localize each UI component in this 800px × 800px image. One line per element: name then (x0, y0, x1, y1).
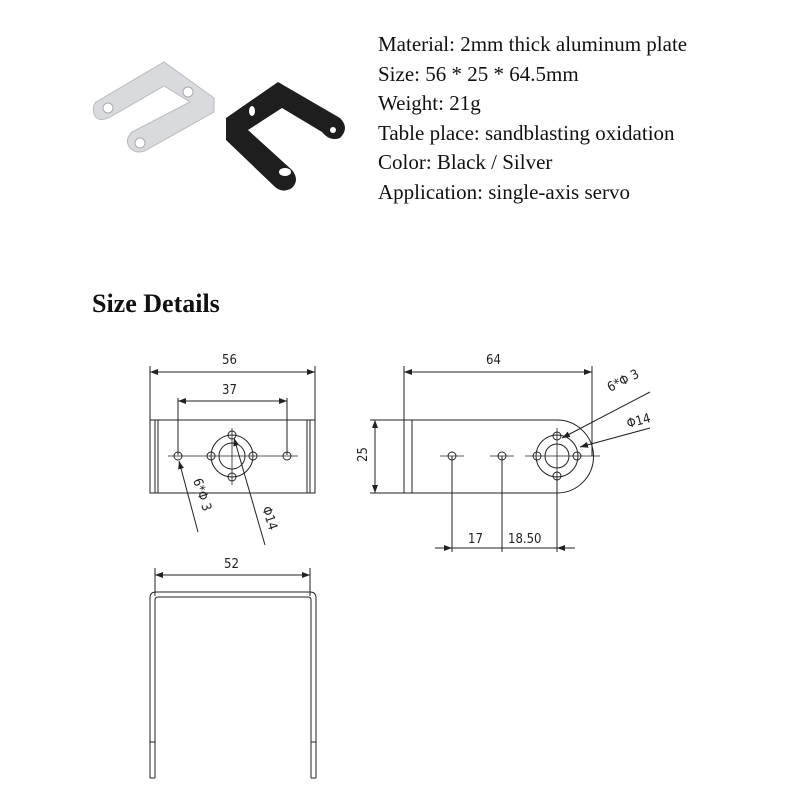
side-spacing-1-label: 17 (468, 532, 483, 547)
silver-bracket-image (93, 62, 214, 152)
side-spacing-2-label: 18.50 (508, 532, 542, 547)
spec-list (378, 30, 687, 207)
spec-weight: Weight: 21g (378, 91, 481, 115)
side-length-label: 64 (486, 353, 501, 368)
top-view-drawing (150, 568, 316, 778)
side-center-hole-label: Φ14 (625, 411, 653, 432)
side-height-label: 25 (356, 447, 371, 462)
spec-size: Size: 56 * 25 * 64.5mm (378, 61, 579, 86)
front-width-label: 56 (222, 353, 237, 368)
front-center-hole-label: Φ14 (258, 504, 280, 533)
top-inner-width-label: 52 (224, 557, 239, 572)
side-view-drawing (370, 366, 653, 552)
side-holes-label: 6*Φ 3 (605, 366, 642, 396)
spec-material: Material: 2mm thick aluminum plate (378, 32, 688, 56)
spec-color: Color: Black / Silver (378, 150, 553, 174)
spec-surface: Table place: sandblasting oxidation (378, 120, 675, 145)
section-title: Size Details (92, 289, 220, 318)
front-holes-label: 6*Φ 3 (189, 476, 214, 514)
spec-application: Application: single-axis servo (378, 179, 630, 204)
front-hole-spacing-label: 37 (222, 383, 237, 398)
black-bracket-image (226, 82, 345, 191)
